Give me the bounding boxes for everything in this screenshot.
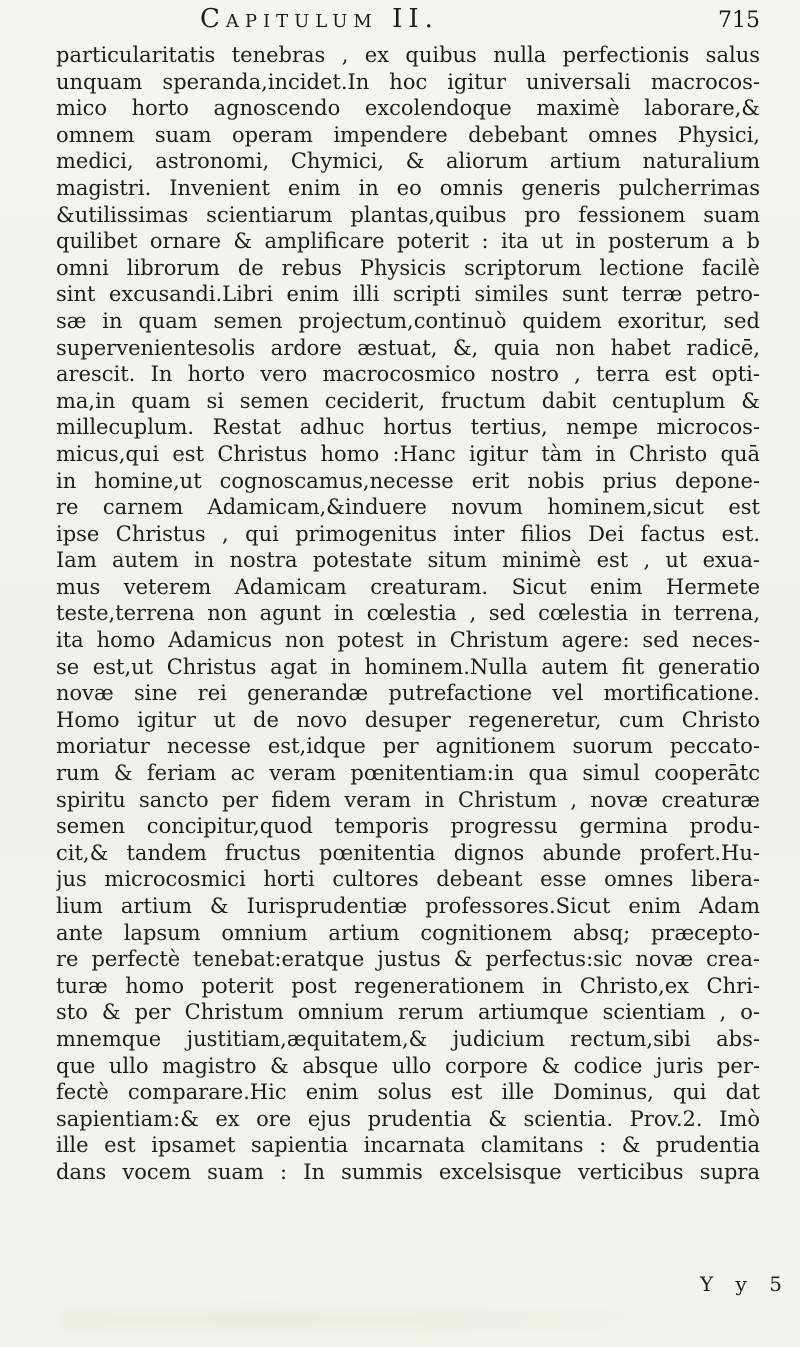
running-head — [120, 4, 760, 38]
text-line: dans vocem suam : In summis excelsisque verticibus supra — [56, 1159, 760, 1184]
text-line: Iam autem in nostra potestate situm minimè est , ut exua- — [56, 548, 760, 573]
text-line: sto & per Christum omnium rerum artiumque scientiam , o- — [56, 1000, 760, 1025]
text-line: ille est ipsamet sapientia incarnata clamitans : & prudentia — [56, 1133, 760, 1158]
page-number: 715 — [718, 8, 760, 33]
text-line: &utilissimas scientiarum plantas,quibus pro fessionem suam — [56, 202, 760, 227]
text-line: moriatur necesse est,idque per agnitionem suorum peccato- — [56, 734, 760, 759]
text-line: fectè comparare.Hic enim solus est ille Dominus, qui dat — [56, 1080, 760, 1105]
text-line: supervenientesolis ardore æstuat, &, quia non habet radicē, — [56, 335, 760, 360]
text-line: unquam speranda,incidet.In hoc igitur universali macrocos- — [56, 69, 760, 94]
text-line: ma,in quam si semen ceciderit, fructum dabit centuplum & — [56, 388, 760, 413]
paper-smudge — [60, 1300, 740, 1340]
text-line: omnem suam operam impendere debebant omnes Physici, — [56, 122, 760, 147]
text-line: Homo igitur ut de novo desuper regeneretur, cum Christo — [56, 707, 760, 732]
chapter-title: Capitulum II. — [200, 4, 439, 34]
text-line: ipse Christus , qui primogenitus inter filios Dei factus est. — [56, 521, 760, 546]
text-line: se est,ut Christus agat in hominem.Nulla autem fit generatio — [56, 654, 760, 679]
text-line: mico horto agnoscendo excolendoque maximè laborare,& — [56, 96, 760, 121]
text-line: re carnem Adamicam,&induere novum hominem,sicut est — [56, 495, 760, 520]
text-line: magistri. Invenient enim in eo omnis generis pulcherrimas — [56, 175, 760, 200]
text-line: particularitatis tenebras , ex quibus nulla perfectionis salus — [56, 43, 760, 67]
text-line: medici, astronomi, Chymici, & aliorum artium naturalium — [56, 149, 760, 174]
text-line: ita homo Adamicus non potest in Christum agere: sed neces- — [56, 628, 760, 653]
text-line: mnemque justitiam,æquitatem,& judicium rectum,sibi abs- — [56, 1026, 760, 1051]
text-line: que ullo magistro & absque ullo corpore & codice juris per- — [56, 1053, 760, 1078]
text-line: mus veterem Adamicam creaturam. Sicut enim Hermete — [56, 574, 760, 599]
signature-mark: Y y 5 — [700, 1272, 790, 1296]
text-line: re perfectè tenebat:eratque justus & perfectus:sic novæ crea- — [56, 947, 760, 972]
text-line: sint excusandi.Libri enim illi scripti similes sunt terræ petro- — [56, 282, 760, 307]
text-line: arescit. In horto vero macrocosmico nostro , terra est opti- — [56, 362, 760, 387]
text-line: semen concipitur,quod temporis progressu germina produ- — [56, 814, 760, 839]
text-line: cit,& tandem fructus pœnitentia dignos abunde profert.Hu- — [56, 840, 760, 865]
text-line: turæ homo poterit post regenerationem in Christo,ex Chri- — [56, 973, 760, 998]
text-line: in homine,ut cognoscamus,necesse erit nobis prius depone- — [56, 468, 760, 493]
text-line: millecuplum. Restat adhuc hortus tertius, nempe microcos- — [56, 415, 760, 440]
text-line: teste,terrena non agunt in cœlestia , sed cœlestia in terrena, — [56, 601, 760, 626]
text-line: sapientiam:& ex ore ejus prudentia & scientia. Prov.2. Imò — [56, 1106, 760, 1131]
text-line: jus microcosmici horti cultores debeant esse omnes libera- — [56, 867, 760, 892]
text-line: novæ sine rei generandæ putrefactione vel mortificatione. — [56, 681, 760, 706]
text-line: sæ in quam semen projectum,continuò quidem exoritur, sed — [56, 308, 760, 333]
text-line: rum & feriam ac veram pœnitentiam:in qua simul cooperātc — [56, 761, 760, 786]
text-line: quilibet ornare & amplificare poterit : ita ut in posterum a b — [56, 229, 760, 254]
text-line: micus,qui est Christus homo :Hanc igitur tàm in Christo quā — [56, 441, 760, 466]
text-line: ante lapsum omnium artium cognitionem absq; præcepto- — [56, 920, 760, 945]
text-line: lium artium & Iurisprudentiæ professores.Sicut enim Adam — [56, 894, 760, 918]
body-text — [56, 42, 760, 1186]
text-line: omni librorum de rebus Physicis scriptorum lectione facilè — [56, 255, 760, 280]
text-line: spiritu sancto per fidem veram in Christum , novæ creaturæ — [56, 787, 760, 812]
